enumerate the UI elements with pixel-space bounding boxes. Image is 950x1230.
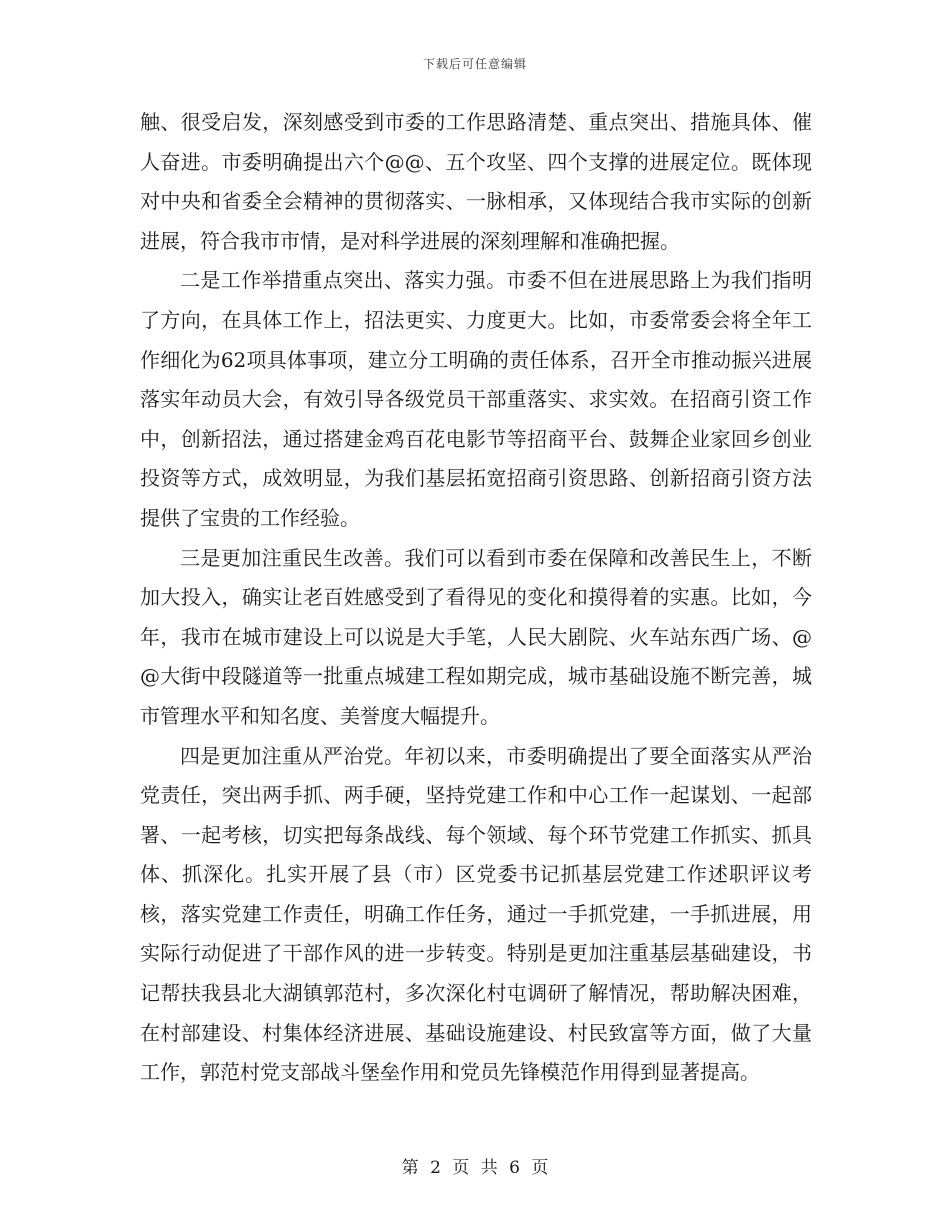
page-number-footer: 第 2 页 共 6 页 [401, 1158, 549, 1178]
page-header: 下载后可任意编辑 [422, 57, 527, 71]
paragraph: 三是更加注重民生改善。我们可以看到市委在保障和改善民生上，不断加大投入，确实让老百姓感受到了看得见的变化和摸得着的实惠。比如，今年，我市在城市建设上可以说是大手笔，人民大剧院、火车站东西广场、@@大街中段隧道等一批重点城建工程如期完成，城市基础设施不断完善，城市管理水平和知名度、美誉度大幅提升。 [140, 545, 812, 728]
paragraph: 四是更加注重从严治党。年初以来，市委明确提出了要全面落实从严治党责任，突出两手抓、两手硬，坚持党建工作和中心工作一起谋划、一起部署、一起考核，切实把每条战线、每个领域、每个环节党建工作抓实、抓具体、抓深化。扎实开展了县（市）区党委书记抓基层党建工作述职评议考核，落实党建工作责任，明确工作任务，通过一手抓党建，一手抓进展，用实际行动促进了干部作风的进一步转变。特别是更加注重基层基础建设，书记帮扶我县北大湖镇郭范村，多次深化村屯调研了解情况，帮助解决困难，在村部建设、村集体经济进展、基础设施建设、村民致富等方面，做了大量工作，郭范村党支部战斗堡垒作用和党员先锋模范作用得到显著提高。 [140, 743, 812, 1085]
document-body [140, 103, 812, 1093]
paragraph: 触、很受启发，深刻感受到市委的工作思路清楚、重点突出、措施具体、催人奋进。市委明确提出六个@@、五个攻坚、四个支撑的进展定位。既体现对中央和省委全会精神的贯彻落实、一脉相承，又体现结合我市实际的创新进展，符合我市市情，是对科学进展的深刻理解和准确把握。 [140, 110, 812, 253]
paragraph: 二是工作举措重点突出、落实力强。市委不但在进展思路上为我们指明了方向，在具体工作上，招法更实、力度更大。比如，市委常委会将全年工作细化为62项具体事项，建立分工明确的责任体系，召开全市推动振兴进展落实年动员大会，有效引导各级党员干部重落实、求实效。在招商引资工作中，创新招法，通过搭建金鸡百花电影节等招商平台、鼓舞企业家回乡创业投资等方式，成效明显，为我们基层拓宽招商引资思路、创新招商引资方法提供了宝贵的工作经验。 [140, 268, 812, 530]
